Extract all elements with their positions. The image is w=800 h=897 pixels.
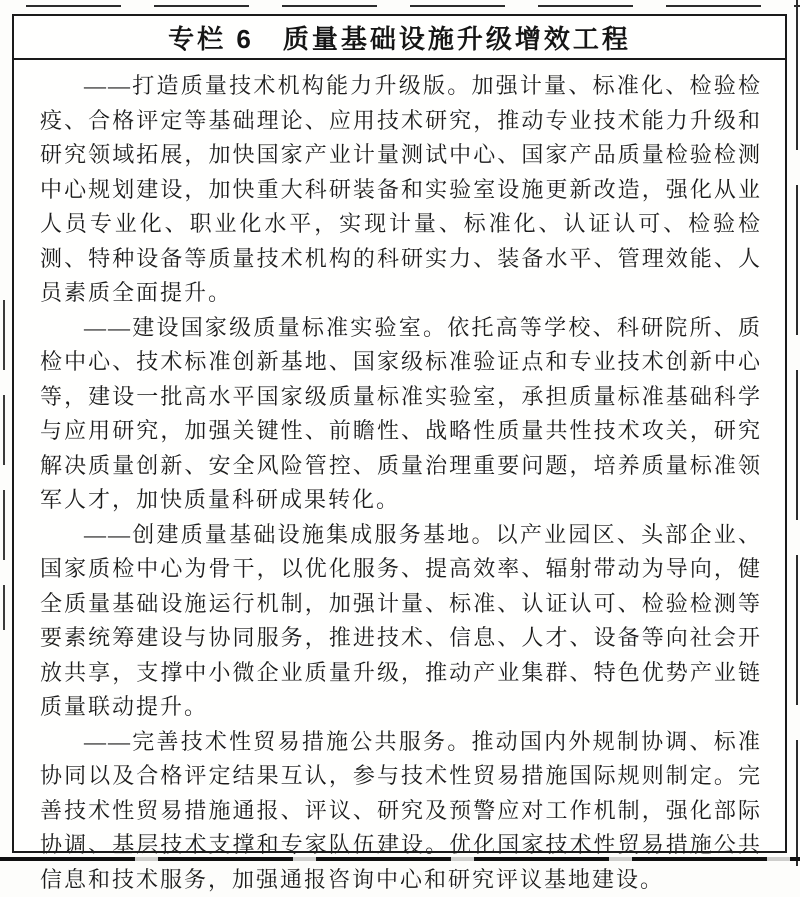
feature-box-title: 专栏 6 质量基础设施升级增效工程 (168, 19, 631, 56)
scan-artifact-left-line (3, 300, 5, 630)
feature-box-body (14, 60, 785, 897)
paragraph-quality-tech-institutions: ——打造质量技术机构能力升级版。加强计量、标准化、检验检疫、合格评定等基础理论、应用技术研究，推动专业技术能力升级和研究领域拓展，加快国家产业计量测试中心、国家产品质量检验检测中心规划建设，加快重大科研装备和实验室设施更新改造，强化从业人员专业化、职业化水平，实现计量、标准化、认证认可、检验检测、特种设备等质量技术机构的科研实力、装备水平、管理效能、人员素质全面提升。 (40, 69, 762, 311)
feature-box-header (14, 16, 785, 60)
paragraph-technical-trade-measures: ——完善技术性贸易措施公共服务。推动国内外规制协调、标准协同以及合格评定结果互认，参与技术性贸易措施国际规则制定。完善技术性贸易措施通报、评议、研究及预警应对工作机制，强化部际协调、基层技术支撑和专家队伍建设。优化国家技术性贸易措施公共信息和技术服务，加强通报咨询中心和研究评议基地建设。 (40, 725, 762, 897)
paragraph-national-quality-standard-labs: ——建设国家级质量标准实验室。依托高等学校、科研院所、质检中心、技术标准创新基地、国家级标准验证点和专业技术创新中心等，建设一批高水平国家级质量标准实验室，承担质量标准基础科学与应用研究，加强关键性、前瞻性、战略性质量共性技术攻关，研究解决质量创新、安全风险管控、质量治理重要问题，培养质量标准领军人才，加快质量科研成果转化。 (40, 311, 762, 518)
paragraph-integrated-service-bases: ——创建质量基础设施集成服务基地。以产业园区、头部企业、国家质检中心为骨干，以优化服务、提高效率、辐射带动为导向，健全质量基础设施运行机制，加强计量、标准、认证认可、检验检测等要素统筹建设与协同服务，推进技术、信息、人才、设备等向社会开放共享，支撑中小微企业质量升级，推动产业集群、特色优势产业链质量联动提升。 (40, 518, 762, 725)
scan-artifact-right-line (796, 0, 798, 866)
feature-box (12, 14, 787, 853)
scan-artifact-top-line (26, 5, 800, 7)
